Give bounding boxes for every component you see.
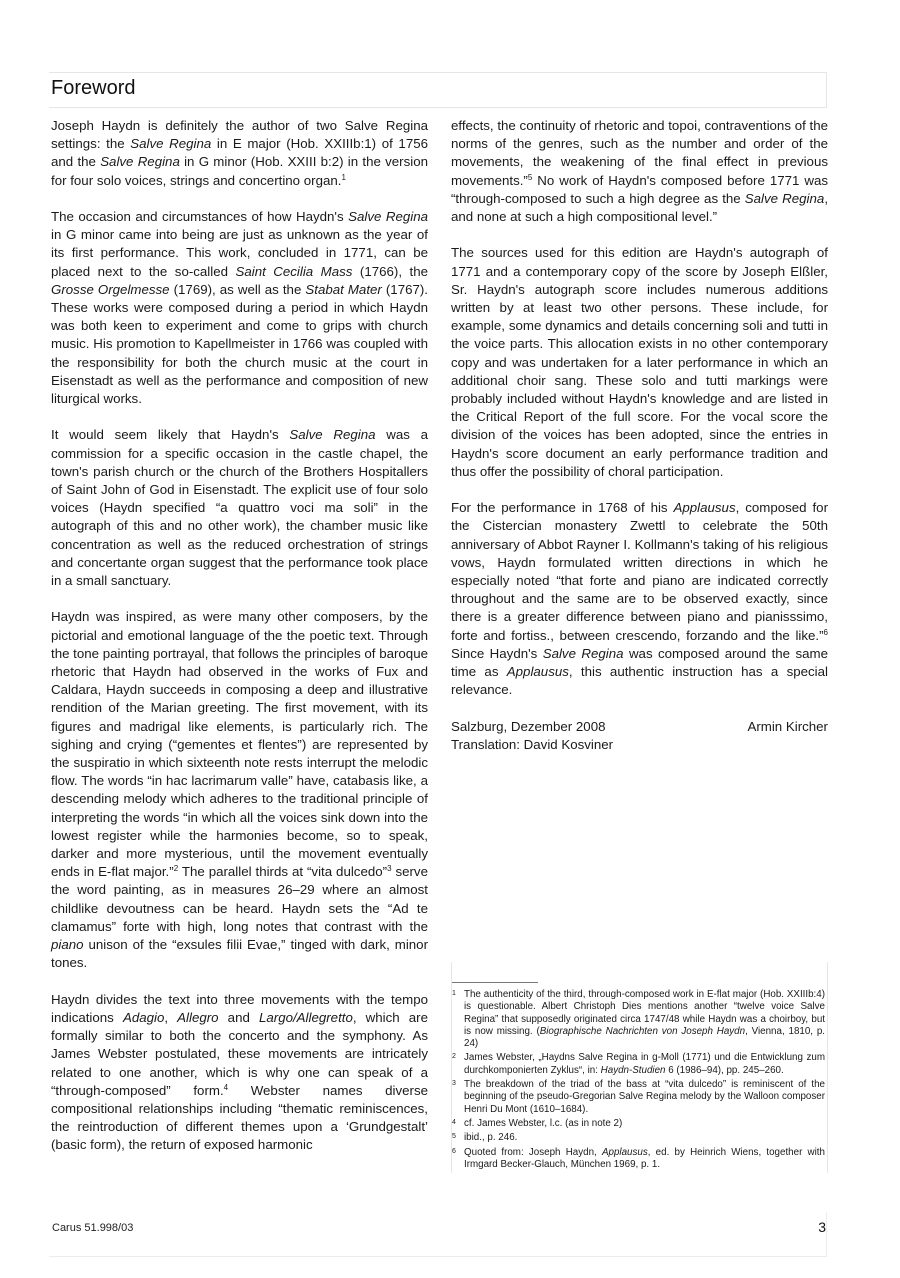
italic-text: Adagio xyxy=(122,1009,165,1025)
page-title: Foreword xyxy=(51,77,136,99)
text-run: effects, the continuity of rhetoric and topoi, contraventions of the norms of the genres, such as the number and order of the movements, the weakening of the final effect in previous movements.” xyxy=(451,118,828,188)
paragraph xyxy=(451,244,828,481)
paragraph xyxy=(451,117,828,226)
text-run: was composed around the same time as xyxy=(451,645,828,680)
signature-author: Armin Kircher xyxy=(747,718,828,734)
italic-text: Saint Cecilia Mass xyxy=(235,263,353,279)
signature-place-date: Salzburg, Dezember 2008 xyxy=(451,718,606,734)
text-run: ibid., p. 246. xyxy=(464,1132,518,1144)
footnote xyxy=(452,989,825,1050)
footnote-number: 3 xyxy=(452,1080,456,1088)
italic-text: Stabat Mater xyxy=(305,281,382,297)
text-run: , xyxy=(164,1009,178,1025)
italic-text: Salve Regina xyxy=(289,427,376,443)
footnote-number: 4 xyxy=(452,1118,456,1126)
footnote-number: 5 xyxy=(452,1133,456,1141)
paragraph xyxy=(51,117,428,190)
footnote-ref: 4 xyxy=(223,1082,229,1092)
italic-text: Applausus xyxy=(506,664,569,680)
text-run: in G minor came into being are just as unknown as the year of its first performance. This work, concluded in 1771, can be placed next to the so-called xyxy=(51,227,428,279)
text-run: No work of Haydn's composed before 1771 was “through-composed to such a high degree as the xyxy=(451,172,828,206)
footnote-text xyxy=(464,1052,825,1077)
italic-text: Salve Regina xyxy=(100,154,180,170)
left-column xyxy=(51,117,428,1173)
footer-divider-vertical xyxy=(826,1212,827,1256)
italic-text: Grosse Orgelmesse xyxy=(51,281,170,297)
footnote-text xyxy=(464,1132,825,1144)
page-number: 3 xyxy=(818,1219,826,1235)
right-column-body xyxy=(451,117,828,699)
text-run: The occasion and circumstances of how Haydn's xyxy=(51,209,349,224)
text-run: The sources used for this edition are Haydn's autograph of 1771 and a contemporary copy of the score by Joseph Elßler, Sr. Haydn's autograph score includes numerous additions written by at least two other persons. These include, for example, some dynamics and details concerning soli and tutti in the voice parts. This allocation exists in no other contemporary copy and was undertaken for a later performance in which an additional choir sang. These solo and tutti markings were probably included without Haydn's knowledge and are listed in the Critical Report of the full score. For the vocal score the division of the voices has been adopted, since the entries in Haydn's score document an early performance tradition and thus offer the possibility of choral participation. xyxy=(451,245,828,479)
footnote-list xyxy=(452,989,825,1171)
footer-divider xyxy=(49,1256,827,1257)
text-run: The breakdown of the triad of the bass at “vita dulcedo” is reminiscent of the beginning of the pseudo-Gregorian Salve Regina melody by the Walloon composer Henri Du Mont (1610–1684). xyxy=(464,1079,825,1115)
italic-text: Applausus xyxy=(601,1146,648,1158)
text-run: 6 (1986–94), pp. 245–260. xyxy=(665,1064,784,1076)
footnote-ref: 1 xyxy=(341,172,346,182)
text-run: (1766), the xyxy=(352,263,428,279)
footnote xyxy=(452,1147,825,1172)
right-column xyxy=(451,117,828,772)
footnote-number: 6 xyxy=(452,1147,456,1155)
footnote-number: 1 xyxy=(452,990,456,997)
footnote xyxy=(452,1079,825,1116)
footnote-ref: 6 xyxy=(823,627,828,637)
footnote-text xyxy=(464,989,825,1050)
footnote xyxy=(452,1052,825,1077)
text-run: For the performance in 1768 of his xyxy=(451,500,674,516)
text-run: Since Haydn's xyxy=(451,645,543,661)
text-run: Haydn divides the text into three movements with the tempo indications xyxy=(51,991,428,1025)
text-run: and xyxy=(218,1009,259,1025)
italic-text: Haydn-Studien xyxy=(600,1064,666,1076)
footnote xyxy=(452,1118,825,1130)
text-run: It would seem likely that Haydn's xyxy=(51,427,290,443)
signature-line xyxy=(451,718,828,736)
italic-text: Salve Regina xyxy=(130,136,212,152)
text-run: , ed. by Heinrich Wiens, together with Irmgard Becker-Glauch, München 1969, p. 1. xyxy=(464,1146,825,1170)
italic-text: piano xyxy=(51,937,84,953)
text-run: , and none at such a high compositional level.” xyxy=(451,190,829,225)
text-run: James Webster, „Haydns Salve Regina in g-Moll (1771) und die Entwicklung zum durchkomponierten Zyklus“, in: xyxy=(464,1052,825,1076)
translation-credit: Translation: David Kosviner xyxy=(451,736,614,752)
italic-text: Salve Regina xyxy=(348,209,428,224)
text-run: Webster names diverse compositional relationships including “thematic reminiscences, the reintroduction of different themes upon a ‘Grundgestalt’ (basic form), the return of exposed harmonic xyxy=(51,1082,428,1153)
text-run: Haydn was inspired, as were many other composers, by the pictorial and emotional language of the the poetic text. Through the tone painting portrayal, that follows the principles of baroque rhetoric that Haydn had observed in the works of Fux and Caldara, Haydn succeeds in composing a deep and illustrative rendition of the Marian greeting. The first movement, with its figures and madrigal like elements, is particularly rich. The sighing and crying (“gementes et flentes”) are represented by the suspiratio in which sixteenth note rests interrupt the melodic flow. The words “in hac lacrimarum valle” have, catabasis like, a descending melody which adheres to the traditional principle of interpreting the words “in which all the voices sink down into the lowest register while the harmonies become, so to speak, darker and more mysterious, until the movement eventually ends in E-flat major.” xyxy=(51,609,428,880)
paragraph xyxy=(51,208,428,408)
footnote-text xyxy=(464,1079,825,1116)
footnotes xyxy=(451,962,828,1173)
text-run: in G minor (Hob. XXIII b:2) in the version for four solo voices, strings and concertino organ. xyxy=(51,154,429,188)
italic-text: Biographische Nachrichten von Joseph Haydn xyxy=(539,1025,746,1037)
footnote-number: 2 xyxy=(452,1053,456,1061)
text-run: Joseph Haydn is definitely the author of two Salve Regina settings: the xyxy=(51,118,428,152)
footnote-rule xyxy=(452,982,538,983)
footnote-ref: 5 xyxy=(527,172,533,182)
italic-text: Applausus xyxy=(673,500,736,516)
text-run: The authenticity of the third, through-composed work in E-flat major (Hob. XXIIIb:4) is questionable. Albert Christoph Dies mentions another “twelve voice Salve Regina” that supposedly originated circa 1747/48 while Haydn was a choirboy, but is now missing. ( xyxy=(464,989,825,1037)
text-run: unison of the “exsules filii Evae,” tinged with dark, minor tones. xyxy=(51,937,428,971)
footnote-text xyxy=(464,1147,825,1172)
paragraph xyxy=(51,991,428,1155)
footnote xyxy=(452,1132,825,1144)
text-run: The parallel thirds at “vita dulcedo” xyxy=(178,864,388,880)
text-run: serve the word painting, as in measures 26–29 where an almost childlike devoutness can be heard. Haydn sets the “Ad te clamamus” forte with high, long notes that contrast with the xyxy=(51,864,428,934)
text-run: Quoted from: Joseph Haydn, xyxy=(464,1146,602,1158)
text-run: (1767). These works were composed during a period in which Haydn was both keen to experiment and come to grips with church music. His promotion to Kapellmeister in 1766 was coupled with the responsibility for both the church music at the court in Eisenstadt as well as the performance and composition of new liturgical works. xyxy=(51,281,429,407)
italic-text: Salve Regina xyxy=(542,645,624,661)
paragraph xyxy=(51,426,428,590)
text-run: , composed for the Cistercian monastery Zwettl to celebrate the 50th anniversary of Abbot Rayner I. Kollmann's taking of his religious vows, Haydn formulated written directions in which he especially noted “that forte and piano are indicated correctly throughout and the same are to be observed exactly, since there is a greater difference between piano and pianisssimo, forte and fortiss., between crescendo, forzando and the like.” xyxy=(451,500,828,643)
text-run: (1769), as well as the xyxy=(169,281,306,297)
footnote-ref: 2 xyxy=(173,864,179,874)
text-run: , this authentic instruction has a special relevance. xyxy=(451,664,828,698)
text-run: cf. James Webster, l.c. (as in note 2) xyxy=(464,1117,623,1129)
footnote-text xyxy=(464,1118,825,1130)
italic-text: Largo/Allegretto xyxy=(258,1009,353,1025)
text-run: , which are formally similar to both the concerto and the symphony. As James Webster postulated, these movements are intricately related to one another, which is why one can speak of a “through-composed” form. xyxy=(51,1009,429,1098)
text-run: in E major (Hob. XXIIIb:1) of 1756 and the xyxy=(51,136,429,170)
footer-catalog-number: Carus 51.998/03 xyxy=(52,1222,134,1234)
footnote-ref: 3 xyxy=(387,864,392,874)
paragraph xyxy=(51,608,428,972)
italic-text: Allegro xyxy=(177,1009,219,1025)
title-box xyxy=(49,72,827,108)
paragraph xyxy=(451,499,828,699)
italic-text: Salve Regina xyxy=(744,190,825,206)
text-run: was a commission for a specific occasion in the castle chapel, the town's parish church or the church of the Brothers Hospitallers of Saint John of God in Eisenstadt. The explicit use of four solo voices (Haydn specified “a quattro voci ma soli” in the autograph of this and no other work), the chamber music like concentration as well as the reduced orchestration of strings and concertante organ suggest that the performance took place in a small sanctuary. xyxy=(51,427,429,589)
text-run: , Vienna, 1810, p. 24) xyxy=(464,1025,826,1050)
